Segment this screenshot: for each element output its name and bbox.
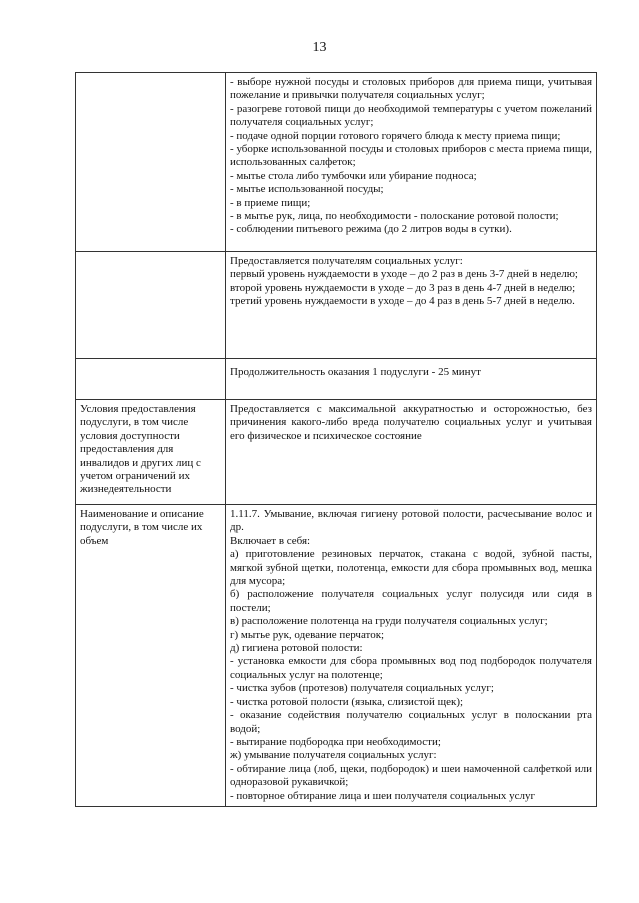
list-item: д) гигиена ротовой полости:	[230, 642, 363, 655]
paragraph: Предоставляется получателям социальных услуг:	[230, 255, 463, 267]
paragraph: первый уровень нуждаемости в уходе – до 2 раз в день 3-7 дней в неделю;	[230, 268, 578, 281]
list-item: а) приготовление резиновых перчаток, стакана с водой, зубной пасты, мягкой зубной щетки, полотенца, емкости для сбора промывных вод, мешка для мусора;	[230, 548, 592, 588]
list-item: - установка емкости для сбора промывных вод под подбородок получателя социальных услуг на полотенце;	[230, 655, 592, 681]
paragraph: второй уровень нуждаемости в уходе – до 3 раз в день 4-7 дней в неделю;	[230, 281, 576, 294]
list-item: ж) умывание получателя социальных услуг:	[230, 749, 437, 762]
list-item: - соблюдении питьевого режима (до 2 литров воды в сутки).	[230, 223, 512, 236]
list-item: - выборе нужной посуды и столовых приборов для приема пищи, учитывая пожелание и привычки получателя социальных услуг;	[230, 76, 592, 102]
table-row-conditions	[76, 400, 597, 505]
row-label-cell	[76, 73, 226, 252]
list-item: - уборке использованной посуды и столовых приборов с места приема пищи, использованных салфеток;	[230, 143, 592, 169]
list-item: - подаче одной порции готового горячего блюда к месту приема пищи;	[230, 129, 561, 142]
service-heading: 1.11.7. Умывание, включая гигиену ротовой полости, расчесывание волос и др.	[230, 508, 592, 534]
table-row-frequency	[76, 252, 597, 359]
food-assistance-list	[226, 73, 597, 252]
list-item: - оказание содействия получателю социальных услуг в полоскании рта водой;	[230, 709, 592, 735]
conditions-text: Предоставляется с максимальной аккуратностью и осторожностью, без причинения какого-либо вреда получателю социальных услуг и учитывая его физическое и психическое состояние	[226, 400, 597, 505]
table-row-washing	[76, 505, 597, 807]
list-item: в) расположение полотенца на груди получателя социальных услуг;	[230, 615, 548, 628]
table-row-food-assistance	[76, 73, 597, 252]
list-item: - повторное обтирание лица и шеи получателя социальных услуг	[230, 789, 536, 802]
service-description-table	[75, 72, 597, 807]
list-item: - чистка ротовой полости (языка, слизистой щек);	[230, 695, 464, 708]
list-item: - обтирание лица (лоб, щеки, подбородок) и шеи намоченной салфеткой или одноразовой рукавичкой;	[230, 762, 592, 789]
list-item: г) мытье рук, одевание перчаток;	[230, 628, 385, 641]
conditions-label: Условия предоставления подуслуги, в том числе условия доступности предоставления для инвалидов и других лиц с учетом ограничений их жизнедеятельности	[76, 400, 226, 505]
list-item: - мытье использованной посуды;	[230, 183, 384, 196]
washing-label: Наименование и описание подуслуги, в том числе их объем	[76, 505, 226, 807]
washing-description	[226, 505, 597, 807]
duration-text: Продолжительность оказания 1 подуслуги - 25 минут	[226, 359, 597, 400]
list-item: - чистка зубов (протезов) получателя социальных услуг;	[230, 682, 494, 695]
list-item: - в мытье рук, лица, по необходимости - полоскание ротовой полости;	[230, 210, 559, 223]
list-item: - разогреве готовой пищи до необходимой температуры с учетом пожеланий получателя социальных услуг;	[230, 102, 592, 129]
page-number: 13	[312, 40, 327, 55]
paragraph: третий уровень нуждаемости в уходе – до 4 раз в день 5-7 дней в неделю.	[230, 295, 575, 308]
row-label-cell	[76, 252, 226, 359]
list-item: б) расположение получателя социальных услуг полусидя или сидя в постели;	[230, 588, 592, 614]
table-row-duration	[76, 359, 597, 400]
list-item: - в приеме пищи;	[230, 196, 311, 209]
list-item: - мытье стола либо тумбочки или убирание подноса;	[230, 169, 477, 182]
paragraph: Включает в себя:	[230, 534, 311, 547]
frequency-text	[226, 252, 597, 359]
row-label-cell	[76, 359, 226, 400]
list-item: - вытирание подбородка при необходимости;	[230, 735, 441, 748]
